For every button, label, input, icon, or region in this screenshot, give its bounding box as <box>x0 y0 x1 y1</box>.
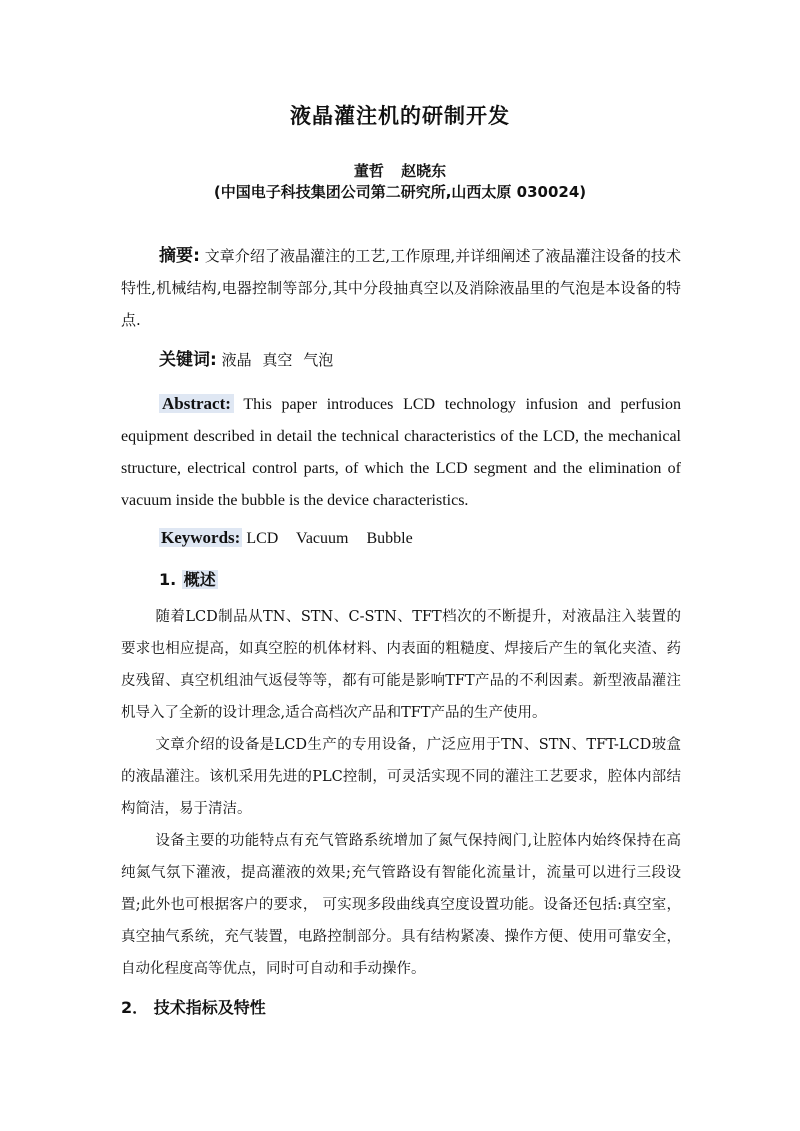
paragraph-text: 设备主要的功能特点有充气管路系统增加了氮气保持阀门,让腔体内始终保持在高纯氮气氛下灌液，提高灌液的效果;充气管路设有智能化流量计，流量可以进行三段设置;此外也可根据客户的要求， 可实现多段曲线真空度设置功能。设备还包括:真空室，真空抽气系统，充气装置，电路控制部分。具有结构紧凑、操作方便、使用可靠安全，自动化程度高等优点，同时可自动和手动操作。 <box>121 833 681 977</box>
section-1-title: 概述 <box>183 570 216 589</box>
keyword-en: LCD <box>246 530 279 547</box>
authors: 董哲 赵晓东 <box>353 162 447 180</box>
section-2-heading <box>121 994 266 1022</box>
section-1-number: 1. <box>159 570 177 589</box>
keyword-en: Vacuum <box>296 530 349 547</box>
abstract-cn-text: 文章介绍了液晶灌注的工艺,工作原理,并详细阐述了液晶灌注设备的技术特性,机械结构,电器控制等部分,其中分段抽真空以及消除液晶里的气泡是本设备的特点. <box>121 247 681 329</box>
body-paragraph <box>121 825 681 985</box>
section-2-number: 2． <box>121 998 149 1017</box>
keyword-cn: 液晶 <box>221 351 252 369</box>
section-2-title: 技术指标及特性 <box>153 998 266 1017</box>
abstract-en <box>121 388 681 517</box>
body-paragraph <box>121 729 681 825</box>
paragraph-text: 文章介绍的设备是LCD生产的专用设备，广泛应用于TN、STN、TFT-LCD玻盒的液晶灌注。该机采用先进的PLC控制，可灵活实现不同的灌注工艺要求，腔体内部结构简洁，易于清洁。 <box>121 737 681 817</box>
keyword-cn: 气泡 <box>303 351 334 369</box>
abstract-cn-label: 摘要: <box>159 246 200 266</box>
abstract-en-text: This paper introduces LCD technology infusion and perfusion equipment described in detail the technical characteristics of the LCD, the mechanical structure, electrical control parts, of which the LCD segment and the elimination of vacuum inside the bubble is the device characteristics. <box>121 396 681 509</box>
abstract-cn <box>121 240 681 336</box>
keyword-en: Bubble <box>366 530 413 547</box>
keywords-cn-label: 关键词: <box>159 350 217 370</box>
keywords-en-label: Keywords: <box>161 528 241 547</box>
section-1-heading <box>159 566 218 594</box>
paper-title: 液晶灌注机的研制开发 <box>290 104 510 128</box>
body-paragraph <box>121 601 681 729</box>
paragraph-text: 随着LCD制品从TN、STN、C-STN、TFT档次的不断提升，对液晶注入装置的要求也相应提高，如真空腔的机体材料、内表面的粗糙度、焊接后产生的氧化夹渣、药皮残留、真空机组油气返侵等等，都有可能是影响TFT产品的不利因素。新型液晶灌注机导入了全新的设计理念,适合高档次产品和TFT产品的生产使用。 <box>121 609 681 721</box>
affiliation: (中国电子科技集团公司第二研究所,山西太原 030024) <box>213 183 587 201</box>
keywords-cn <box>159 346 679 374</box>
abstract-en-label: Abstract: <box>159 394 234 413</box>
keyword-cn: 真空 <box>262 351 293 369</box>
keywords-en <box>159 524 679 553</box>
